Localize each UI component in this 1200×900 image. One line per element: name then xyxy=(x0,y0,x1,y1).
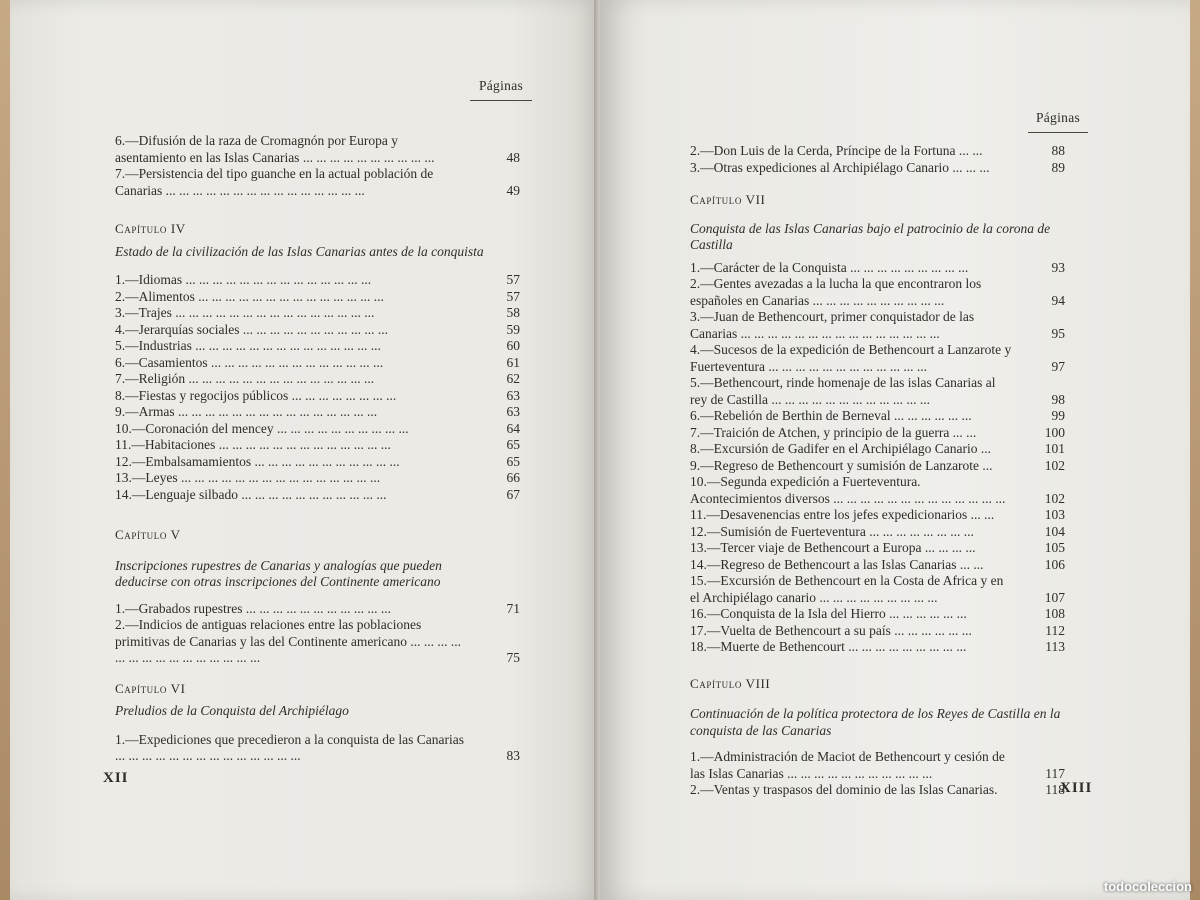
toc-entry xyxy=(115,437,520,454)
toc-entry-page-number: 95 xyxy=(1051,325,1065,341)
chapter-heading: Capítulo VIII xyxy=(690,675,771,691)
toc-entry xyxy=(690,623,1065,640)
toc-entry xyxy=(690,458,1065,475)
toc-entry-page-number: 100 xyxy=(1044,424,1065,440)
toc-entry-text: 2.—Ventas y traspasos del dominio de las Islas Canarias. xyxy=(690,782,998,797)
toc-entry-text: 12.—Sumisión de Fuerteventura ... ... ... ... ... ... ... ... xyxy=(690,523,974,539)
toc-entry xyxy=(115,133,520,166)
chapter-title: Inscripciones rupestres de Canarias y analogías que pueden deducirse con otras inscripciones del Continente americano xyxy=(115,557,442,589)
toc-entry-text: 8.—Fiestas y regocijos públicos ... ... ... ... ... ... ... ... xyxy=(115,387,397,403)
toc-entry-page-number: 88 xyxy=(1051,143,1065,158)
chapter-title: Preludios de la Conquista del Archipiélago xyxy=(115,703,349,718)
toc-entry-text: 13.—Tercer viaje de Bethencourt a Europa ... ... ... ... xyxy=(690,540,976,555)
toc-entry-text: 6.—Rebelión de Berthin de Berneval ... ... ... ... ... ... xyxy=(690,408,972,423)
right-page xyxy=(600,0,1190,900)
toc-entry-page-number: 65 xyxy=(506,437,520,452)
toc-entry-page-number: 117 xyxy=(1045,765,1065,781)
chapter-heading: Capítulo IV xyxy=(115,221,186,236)
toc-entry-text: 18.—Muerte de Bethencourt ... ... ... ... ... ... ... ... ... xyxy=(690,639,967,654)
toc-entry-text: 2.—Gentes avezadas a la lucha la que encontraron los españoles en Canarias ... ... ... ... ... ... ... ... ... ... xyxy=(690,276,982,308)
toc-entry xyxy=(690,260,1065,277)
toc-entry xyxy=(115,166,520,199)
toc-entry xyxy=(115,355,520,372)
toc-entry-page-number: 102 xyxy=(1044,457,1065,473)
toc-entry-text: 9.—Armas ... ... ... ... ... ... ... ... ... ... ... ... ... ... ... xyxy=(115,404,378,419)
toc-entry-text: 4.—Jerarquías sociales ... ... ... ... ... ... ... ... ... ... ... xyxy=(115,321,388,337)
toc-entry-text: 8.—Excursión de Gadifer en el Archipiélago Canario ... xyxy=(690,441,992,456)
toc-entry-page-number: 64 xyxy=(506,420,520,436)
toc-entry-page-number: 103 xyxy=(1044,507,1065,522)
toc-entry-text: 14.—Regreso de Bethencourt a las Islas Canarias ... ... xyxy=(690,556,984,572)
toc-entry-page-number: 65 xyxy=(506,453,520,469)
toc-entry xyxy=(690,524,1065,541)
toc-entry-page-number: 83 xyxy=(506,748,520,763)
toc-entry-page-number: 93 xyxy=(1051,259,1065,275)
toc-entry xyxy=(115,404,520,421)
toc-entry xyxy=(690,408,1065,425)
toc-entry-page-number: 102 xyxy=(1044,490,1065,506)
toc-entry-page-number: 66 xyxy=(506,470,520,485)
toc-entry-text: 16.—Conquista de la Isla del Hierro ... ... ... ... ... ... xyxy=(690,606,967,621)
right-toc xyxy=(690,143,1065,799)
toc-entry-page-number: 105 xyxy=(1044,540,1065,555)
toc-entry-text: 2.—Don Luis de la Cerda, Príncipe de la Fortuna ... ... xyxy=(690,143,983,158)
toc-entry-text: 4.—Sucesos de la expedición de Bethencourt a Lanzarote y Fuerteventura ... ... ... ... ... ... ... ... ... ... ... ... xyxy=(690,342,1012,374)
toc-entry-text: 3.—Juan de Bethencourt, primer conquistador de las Canarias ... ... ... ... ... ... ... ... ... ... ... ... ... ... ... xyxy=(690,309,975,341)
toc-entry-text: 6.—Difusión de la raza de Cromagnón por Europa y asentamiento en las Islas Canarias ... ... ... ... ... ... ... ... ... ... xyxy=(115,133,435,165)
toc-entry xyxy=(690,342,1065,375)
toc-entry xyxy=(690,143,1065,160)
toc-entry-page-number: 48 xyxy=(506,149,520,165)
toc-entry-page-number: 57 xyxy=(506,272,520,287)
toc-entry-page-number: 89 xyxy=(1051,159,1065,175)
toc-entry-text: 9.—Regreso de Bethencourt y sumisión de Lanzarote ... xyxy=(690,457,993,473)
toc-entry xyxy=(115,732,520,765)
chapter-title: Continuación de la política protectora de los Reyes de Castilla en la conquista de las Canarias xyxy=(690,706,1061,738)
toc-entry-text: 1.—Idiomas ... ... ... ... ... ... ... ... ... ... ... ... ... ... xyxy=(115,272,372,287)
toc-entry xyxy=(690,557,1065,574)
page-folio: XIII xyxy=(1060,780,1093,796)
left-toc xyxy=(115,133,520,765)
toc-entry xyxy=(115,470,520,487)
toc-entry-page-number: 99 xyxy=(1051,408,1065,423)
chapter-heading: Capítulo VI xyxy=(115,680,186,696)
toc-entry-text: 1.—Expediciones que precedieron a la conquista de las Canarias ... ... ... ... ... ... ... ... ... ... ... ... ... ... xyxy=(115,731,464,763)
toc-entry xyxy=(690,276,1065,309)
toc-entry xyxy=(690,160,1065,177)
toc-entry xyxy=(690,540,1065,557)
toc-entry xyxy=(690,441,1065,458)
toc-entry-text: 6.—Casamientos ... ... ... ... ... ... ... ... ... ... ... ... ... xyxy=(115,354,384,370)
toc-entry xyxy=(115,289,520,306)
toc-entry-page-number: 118 xyxy=(1045,782,1065,797)
toc-entry xyxy=(690,474,1065,507)
toc-entry-text: 10.—Segunda expedición a Fuerteventura. Acontecimientos diversos ... ... ... ... ... ... ... ... ... ... ... ... ... xyxy=(690,474,1006,506)
toc-entry-page-number: 57 xyxy=(506,288,520,304)
toc-entry xyxy=(115,305,520,322)
toc-entry xyxy=(115,371,520,388)
toc-entry-page-number: 112 xyxy=(1045,622,1065,638)
chapter-heading: Capítulo V xyxy=(115,527,181,542)
toc-entry xyxy=(115,487,520,504)
toc-entry-text: 1.—Administración de Maciot de Bethencourt y cesión de las Islas Canarias ... ... ... ... ... ... ... ... ... ... ... xyxy=(690,749,1005,781)
toc-entry xyxy=(690,606,1065,623)
toc-entry xyxy=(115,601,520,618)
toc-entry xyxy=(690,573,1065,606)
toc-entry xyxy=(115,338,520,355)
toc-entry-text: 14.—Lenguaje silbado ... ... ... ... ... ... ... ... ... ... ... xyxy=(115,486,387,502)
toc-entry-text: 11.—Habitaciones ... ... ... ... ... ... ... ... ... ... ... ... ... xyxy=(115,437,391,452)
toc-entry xyxy=(690,782,1065,799)
toc-entry xyxy=(115,272,520,289)
toc-entry xyxy=(115,388,520,405)
pages-column-header: Páginas xyxy=(1028,110,1088,133)
toc-entry xyxy=(115,322,520,339)
toc-entry xyxy=(690,375,1065,408)
toc-entry-text: 7.—Religión ... ... ... ... ... ... ... ... ... ... ... ... ... ... xyxy=(115,371,375,386)
toc-entry-text: 3.—Otras expediciones al Archipiélago Canario ... ... ... xyxy=(690,159,990,175)
toc-entry-text: 15.—Excursión de Bethencourt en la Costa de Africa y en el Archipiélago canario ... ... ... ... ... ... ... ... ... xyxy=(690,573,1004,605)
chapter-title: Estado de la civilización de las Islas Canarias antes de la conquista xyxy=(115,243,484,259)
toc-entry xyxy=(690,507,1065,524)
toc-entry-page-number: 67 xyxy=(506,486,520,502)
toc-entry-text: 1.—Grabados rupestres ... ... ... ... ... ... ... ... ... ... ... xyxy=(115,600,391,616)
toc-entry-page-number: 61 xyxy=(506,354,520,370)
page-folio: XII xyxy=(103,770,129,786)
toc-entry xyxy=(115,421,520,438)
toc-entry xyxy=(115,617,520,667)
toc-entry-text: 13.—Leyes ... ... ... ... ... ... ... ... ... ... ... ... ... ... ... xyxy=(115,470,381,485)
toc-entry-page-number: 113 xyxy=(1045,639,1065,654)
toc-entry-text: 12.—Embalsamamientos ... ... ... ... ... ... ... ... ... ... ... xyxy=(115,453,400,469)
toc-entry-page-number: 59 xyxy=(506,321,520,337)
toc-entry xyxy=(690,639,1065,656)
toc-entry xyxy=(115,454,520,471)
toc-entry-page-number: 71 xyxy=(506,600,520,616)
toc-entry-text: 3.—Trajes ... ... ... ... ... ... ... ... ... ... ... ... ... ... ... xyxy=(115,305,375,320)
toc-entry-page-number: 58 xyxy=(506,305,520,320)
toc-entry-page-number: 60 xyxy=(506,338,520,353)
chapter-title: Conquista de las Islas Canarias bajo el patrocinio de la corona de Castilla xyxy=(690,220,1051,252)
toc-entry-page-number: 63 xyxy=(506,404,520,419)
toc-entry-page-number: 98 xyxy=(1051,391,1065,407)
toc-entry-page-number: 97 xyxy=(1051,358,1065,374)
toc-entry-page-number: 63 xyxy=(506,387,520,403)
toc-entry-text: 10.—Coronación del mencey ... ... ... ... ... ... ... ... ... ... xyxy=(115,420,409,436)
toc-entry-text: 5.—Industrias ... ... ... ... ... ... ... ... ... ... ... ... ... ... xyxy=(115,338,381,353)
toc-entry-page-number: 108 xyxy=(1044,606,1065,621)
toc-entry-text: 17.—Vuelta de Bethencourt a su país ... ... ... ... ... ... xyxy=(690,622,972,638)
toc-entry xyxy=(690,425,1065,442)
toc-entry-page-number: 75 xyxy=(506,650,520,665)
toc-entry-page-number: 107 xyxy=(1044,589,1065,605)
toc-entry xyxy=(690,749,1065,782)
toc-entry-text: 7.—Persistencia del tipo guanche en la actual población de Canarias ... ... ... ... ... ... ... ... ... ... ... ... ... ... ... xyxy=(115,166,434,198)
toc-entry-text: 5.—Bethencourt, rinde homenaje de las islas Canarias al rey de Castilla ... ... ... ... ... ... ... ... ... ... ... ... xyxy=(690,375,996,407)
toc-entry-page-number: 94 xyxy=(1051,292,1065,308)
toc-entry-page-number: 101 xyxy=(1044,441,1065,456)
toc-entry-page-number: 62 xyxy=(506,371,520,386)
toc-entry-text: 2.—Alimentos ... ... ... ... ... ... ... ... ... ... ... ... ... ... xyxy=(115,288,384,304)
toc-entry-page-number: 49 xyxy=(506,182,520,198)
left-page xyxy=(10,0,598,900)
toc-entry xyxy=(690,309,1065,342)
chapter-heading: Capítulo VII xyxy=(690,192,766,207)
pages-column-header: Páginas xyxy=(470,78,532,101)
toc-entry-page-number: 106 xyxy=(1044,556,1065,572)
toc-entry-text: 7.—Traición de Atchen, y principio de la guerra ... ... xyxy=(690,424,977,440)
toc-entry-text: 11.—Desavenencias entre los jefes expedicionarios ... ... xyxy=(690,507,995,522)
toc-entry-text: 2.—Indicios de antiguas relaciones entre las poblaciones primitivas de Canarias y las del Continente americano ... ... ... ... ... ... ... ... ... ... ... ... ... ... ... xyxy=(115,617,462,665)
toc-entry-text: 1.—Carácter de la Conquista ... ... ... ... ... ... ... ... ... xyxy=(690,259,969,275)
watermark-text: todocoleccion xyxy=(1103,879,1192,894)
toc-entry-page-number: 104 xyxy=(1044,523,1065,539)
